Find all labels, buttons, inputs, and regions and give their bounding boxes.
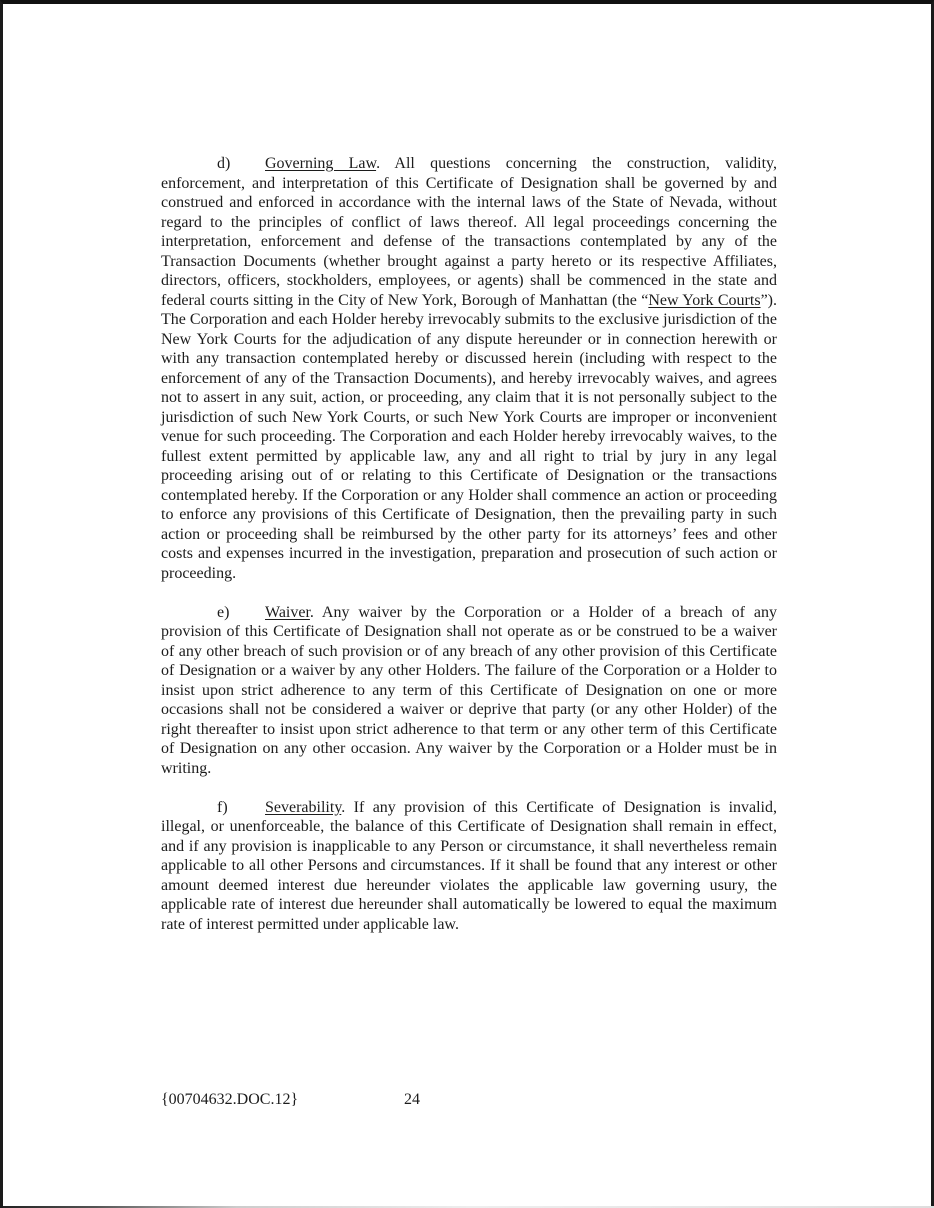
section-heading: Severability (265, 798, 342, 816)
section-heading: Governing Law (265, 155, 377, 172)
section-text: . All questions concerning the construction, validity, enforcement, and interpretation of this Certificate of Designation shall be governed by and construed and enforced in accordance with the internal laws of the State of Nevada, without regard to the principles of conflict of laws thereof. All legal proceedings concerning the interpretation, enforcement and defense of the transactions contemplated by any of the Transaction Documents (whether brought against a party hereto or its respective Affiliates, directors, officers, stockholders, employees, or agents) shall be commenced in the state and federal courts sitting in the City of New York, Borough of Manhattan (the “ (161, 155, 777, 309)
page-body (161, 154, 777, 954)
section-waiver (161, 603, 777, 779)
section-text: . Any waiver by the Corporation or a Holder of a breach of any provision of this Certificate of Designation shall not operate as or be construed to be a waiver of any other breach of such provision or of any breach of any other provision of this Certificate of Designation or a waiver by any other Holders. The failure of the Corporation or a Holder to insist upon strict adherence to any term of this Certificate of Designation on one or more occasions shall not be considered a waiver or deprive that party (or any other Holder) of the right thereafter to insist upon strict adherence to that term or any other term of this Certificate of Designation on any other occasion. Any waiver by the Corporation or a Holder must be in writing. (161, 603, 777, 777)
section-heading: Waiver (265, 603, 310, 621)
section-label: e) (217, 603, 230, 621)
page-number: 24 (404, 1091, 420, 1108)
section-governing-law (161, 154, 777, 583)
section-label: f) (217, 798, 228, 816)
defined-term: New York Courts (648, 291, 761, 309)
section-label: d) (217, 155, 231, 172)
section-text: . If any provision of this Certificate of Designation is invalid, illegal, or unenforceable, the balance of this Certificate of Designation shall remain in effect, and if any provision is inapplicable to any Person or circumstance, it shall nevertheless remain applicable to all other Persons and circumstances. If it shall be found that any interest or other amount deemed interest due hereunder violates the applicable law governing usury, the applicable rate of interest due hereunder shall automatically be lowered to equal the maximum rate of interest permitted under applicable law. (161, 798, 777, 933)
section-text-continued: ”). The Corporation and each Holder hereby irrevocably submits to the exclusive jurisdiction of the New York Courts for the adjudication of any dispute hereunder or in connection herewith or with any transaction contemplated hereby or discussed herein (including with respect to the enforcement of any of the Transaction Documents), and hereby irrevocably waives, and agrees not to assert in any suit, action, or proceeding, any claim that it is not personally subject to the jurisdiction of such New York Courts, or such New York Courts are improper or inconvenient venue for such proceeding. The Corporation and each Holder hereby irrevocably waives, to the fullest extent permitted by applicable law, any and all right to trial by jury in any legal proceeding arising out of or relating to this Certificate of Designation or the transactions contemplated hereby. If the Corporation or any Holder shall commence an action or proceeding to enforce any provisions of this Certificate of Designation, then the prevailing party in such action or proceeding shall be reimbursed by the other party for its attorneys’ fees and other costs and expenses incurred in the investigation, preparation and prosecution of such action or proceeding. (161, 291, 777, 582)
section-severability (161, 798, 777, 935)
document-id: {00704632.DOC.12} (161, 1091, 299, 1108)
